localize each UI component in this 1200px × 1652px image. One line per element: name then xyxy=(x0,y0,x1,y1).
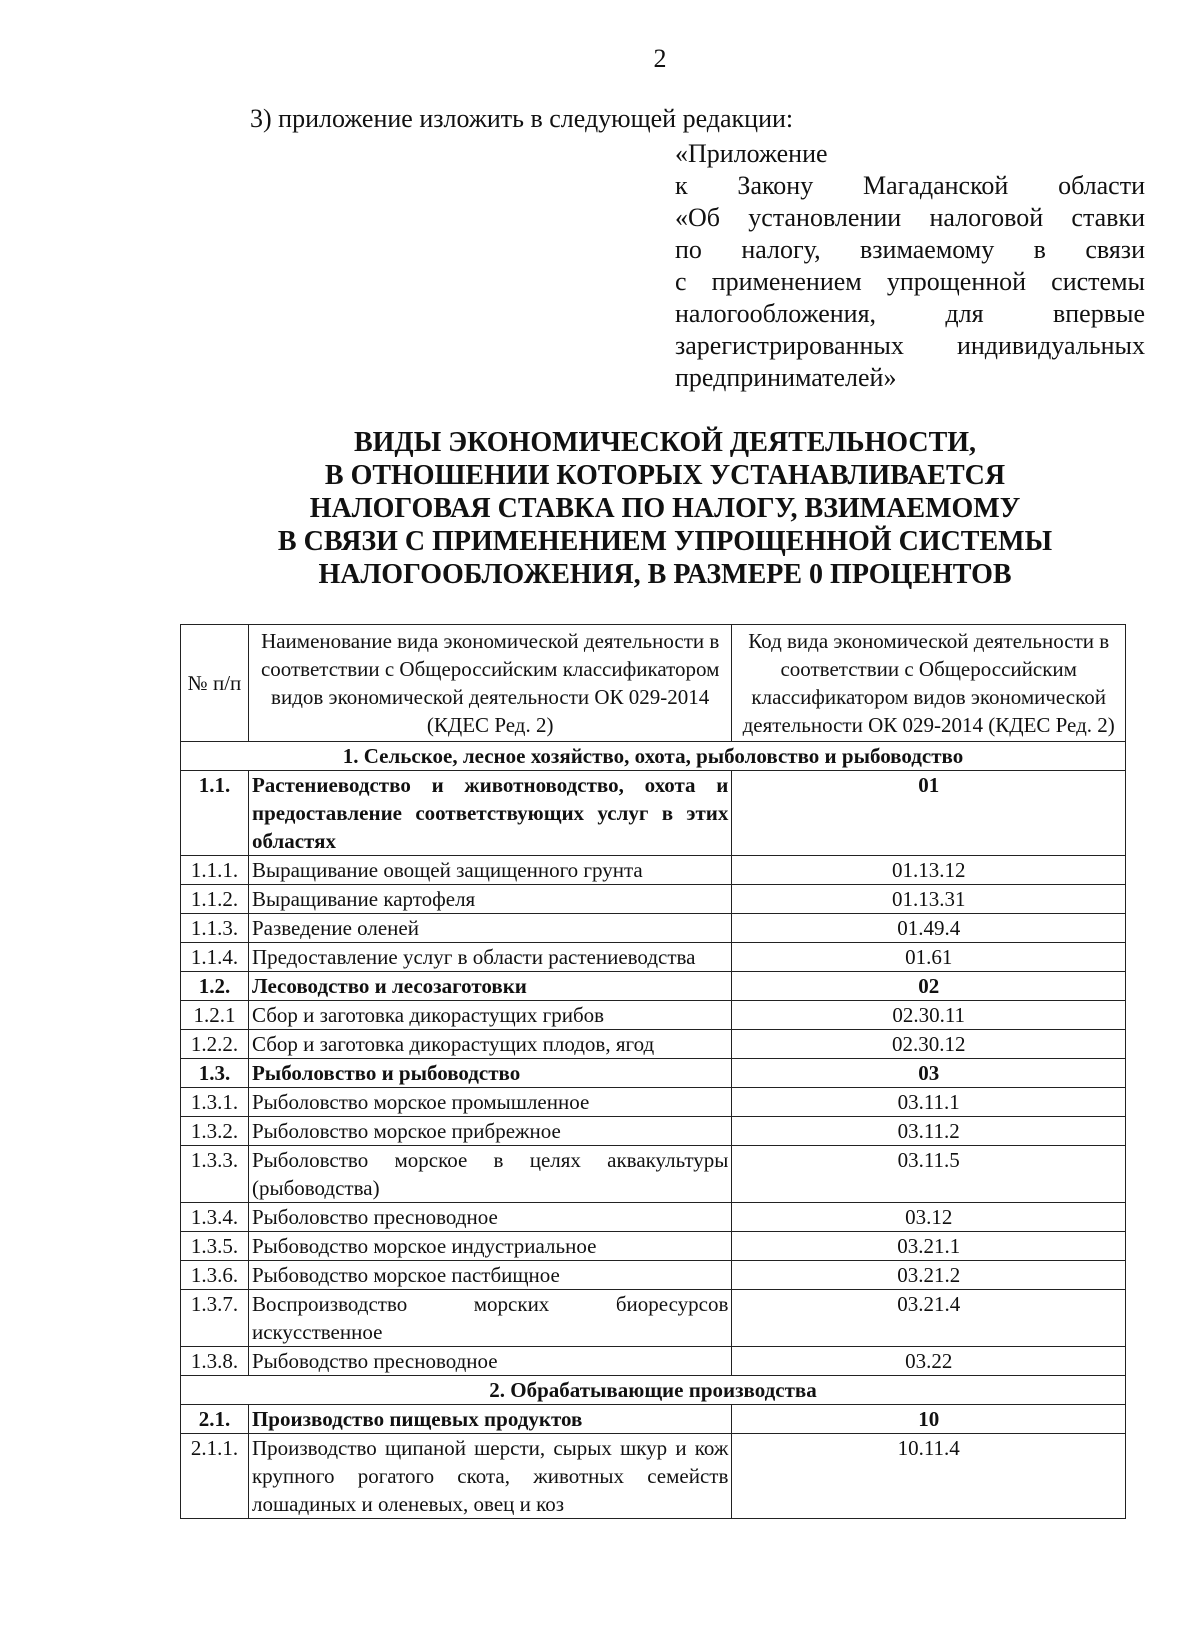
row-num: 1.3.4. xyxy=(181,1203,249,1232)
row-name: Рыболовство морское прибрежное xyxy=(248,1117,731,1146)
row-code: 03.21.1 xyxy=(732,1232,1126,1261)
row-name: Выращивание овощей защищенного грунта xyxy=(248,856,731,885)
appendix-ref-line: предпринимателей» xyxy=(675,363,897,392)
page-number: 2 xyxy=(653,44,667,73)
section-title: 1. Сельское, лесное хозяйство, охота, рыболовство и рыбоводство xyxy=(181,742,1126,771)
row-name: Производство щипаной шерсти, сырых шкур и кож крупного рогатого скота, животных семейств лошадиных и оленевых, овец и коз xyxy=(248,1434,731,1519)
row-code: 03.22 xyxy=(732,1347,1126,1376)
row-code: 02.30.11 xyxy=(732,1001,1126,1030)
table-row xyxy=(181,943,1126,972)
row-name: Разведение оленей xyxy=(248,914,731,943)
row-name: Рыболовство и рыбоводство xyxy=(248,1059,731,1088)
row-num: 1.1.3. xyxy=(181,914,249,943)
appendix-ref-line: «Приложение xyxy=(675,139,828,168)
title-line: В СВЯЗИ С ПРИМЕНЕНИЕМ УПРОЩЕННОЙ СИСТЕМЫ xyxy=(277,526,1053,557)
appendix-ref-line: по налогу, взимаемому в связи xyxy=(675,235,1145,264)
row-code: 02.30.12 xyxy=(732,1030,1126,1059)
table-row xyxy=(181,856,1126,885)
row-code: 10 xyxy=(732,1405,1126,1434)
row-num: 2.1. xyxy=(181,1405,249,1434)
appendix-reference xyxy=(675,138,1145,394)
row-code: 01.13.31 xyxy=(732,885,1126,914)
row-code: 01 xyxy=(732,771,1126,856)
row-name: Рыбоводство морское пастбищное xyxy=(248,1261,731,1290)
row-num: 1.3.8. xyxy=(181,1347,249,1376)
row-name: Рыбоводство пресноводное xyxy=(248,1347,731,1376)
row-name: Сбор и заготовка дикорастущих плодов, ягод xyxy=(248,1030,731,1059)
row-num: 1.3.1. xyxy=(181,1088,249,1117)
row-num: 1.3.6. xyxy=(181,1261,249,1290)
row-num: 1.2. xyxy=(181,972,249,1001)
row-code: 01.49.4 xyxy=(732,914,1126,943)
table-row xyxy=(181,1434,1126,1519)
table-row xyxy=(181,1232,1126,1261)
row-name: Воспроизводство морских биоресурсов искусственное xyxy=(248,1290,731,1347)
table-row xyxy=(181,1203,1126,1232)
row-name: Сбор и заготовка дикорастущих грибов xyxy=(248,1001,731,1030)
row-code: 02 xyxy=(732,972,1126,1001)
table-row xyxy=(181,1405,1126,1434)
row-num: 1.2.1 xyxy=(181,1001,249,1030)
document-title xyxy=(170,426,1160,591)
row-code: 03.11.2 xyxy=(732,1117,1126,1146)
row-num: 1.2.2. xyxy=(181,1030,249,1059)
row-name: Рыболовство морское в целях аквакультуры (рыбоводства) xyxy=(248,1146,731,1203)
row-name: Растениеводство и животноводство, охота и предоставление соответствующих услуг в этих областях xyxy=(248,771,731,856)
row-code: 01.61 xyxy=(732,943,1126,972)
title-line: В ОТНОШЕНИИ КОТОРЫХ УСТАНАВЛИВАЕТСЯ xyxy=(324,460,1006,491)
row-code: 10.11.4 xyxy=(732,1434,1126,1519)
table-header-row xyxy=(181,625,1126,742)
row-name: Рыболовство морское промышленное xyxy=(248,1088,731,1117)
table-row xyxy=(181,972,1126,1001)
row-num: 1.1.4. xyxy=(181,943,249,972)
header-code: Код вида экономической деятельности в соответствии с Общероссийским классификатором видов экономической деятельности ОК 029-2014 (КДЕС Ред. 2) xyxy=(732,625,1126,742)
section-title: 2. Обрабатывающие производства xyxy=(181,1376,1126,1405)
title-line: ВИДЫ ЭКОНОМИЧЕСКОЙ ДЕЯТЕЛЬНОСТИ, xyxy=(353,427,977,458)
table-row xyxy=(181,1059,1126,1088)
row-num: 1.3.5. xyxy=(181,1232,249,1261)
row-code: 03.11.5 xyxy=(732,1146,1126,1203)
header-name: Наименование вида экономической деятельности в соответствии с Общероссийским классификатором видов экономической деятельности ОК 029-2014 (КДЕС Ред. 2) xyxy=(248,625,731,742)
title-line: НАЛОГОВАЯ СТАВКА ПО НАЛОГУ, ВЗИМАЕМОМУ xyxy=(309,493,1021,524)
row-num: 2.1.1. xyxy=(181,1434,249,1519)
appendix-ref-line: к Закону Магаданской области xyxy=(675,171,1145,200)
row-num: 1.1. xyxy=(181,771,249,856)
appendix-ref-line: «Об установлении налоговой ставки xyxy=(675,203,1145,232)
row-code: 03 xyxy=(732,1059,1126,1088)
appendix-ref-line: с применением упрощенной системы xyxy=(675,267,1145,296)
row-name: Производство пищевых продуктов xyxy=(248,1405,731,1434)
title-line: НАЛОГООБЛОЖЕНИЯ, В РАЗМЕРЕ 0 ПРОЦЕНТОВ xyxy=(318,559,1012,590)
appendix-ref-line: налогообложения, для впервые xyxy=(675,299,1145,328)
row-code: 01.13.12 xyxy=(732,856,1126,885)
appendix-ref-line: зарегистрированных индивидуальных xyxy=(675,331,1145,360)
row-name: Предоставление услуг в области растениеводства xyxy=(248,943,731,972)
header-num: № п/п xyxy=(181,625,249,742)
row-num: 1.3.2. xyxy=(181,1117,249,1146)
row-code: 03.21.2 xyxy=(732,1261,1126,1290)
table-row xyxy=(181,771,1126,856)
table-row xyxy=(181,1030,1126,1059)
table-row xyxy=(181,1146,1126,1203)
table-row xyxy=(181,1001,1126,1030)
section-row xyxy=(181,1376,1126,1405)
row-code: 03.11.1 xyxy=(732,1088,1126,1117)
row-num: 1.3.7. xyxy=(181,1290,249,1347)
row-num: 1.1.1. xyxy=(181,856,249,885)
row-name: Рыболовство пресноводное xyxy=(248,1203,731,1232)
activity-codes-table xyxy=(180,624,1126,1519)
row-name: Рыбоводство морское индустриальное xyxy=(248,1232,731,1261)
table-row xyxy=(181,1261,1126,1290)
amendment-intro: 3) приложение изложить в следующей редакции: xyxy=(250,104,794,133)
table-row xyxy=(181,1347,1126,1376)
table-row xyxy=(181,1117,1126,1146)
table-row xyxy=(181,885,1126,914)
row-name: Лесоводство и лесозаготовки xyxy=(248,972,731,1001)
section-row xyxy=(181,742,1126,771)
row-code: 03.21.4 xyxy=(732,1290,1126,1347)
row-num: 1.3. xyxy=(181,1059,249,1088)
row-num: 1.3.3. xyxy=(181,1146,249,1203)
table-row xyxy=(181,1088,1126,1117)
row-name: Выращивание картофеля xyxy=(248,885,731,914)
row-num: 1.1.2. xyxy=(181,885,249,914)
table-row xyxy=(181,914,1126,943)
row-code: 03.12 xyxy=(732,1203,1126,1232)
table-row xyxy=(181,1290,1126,1347)
